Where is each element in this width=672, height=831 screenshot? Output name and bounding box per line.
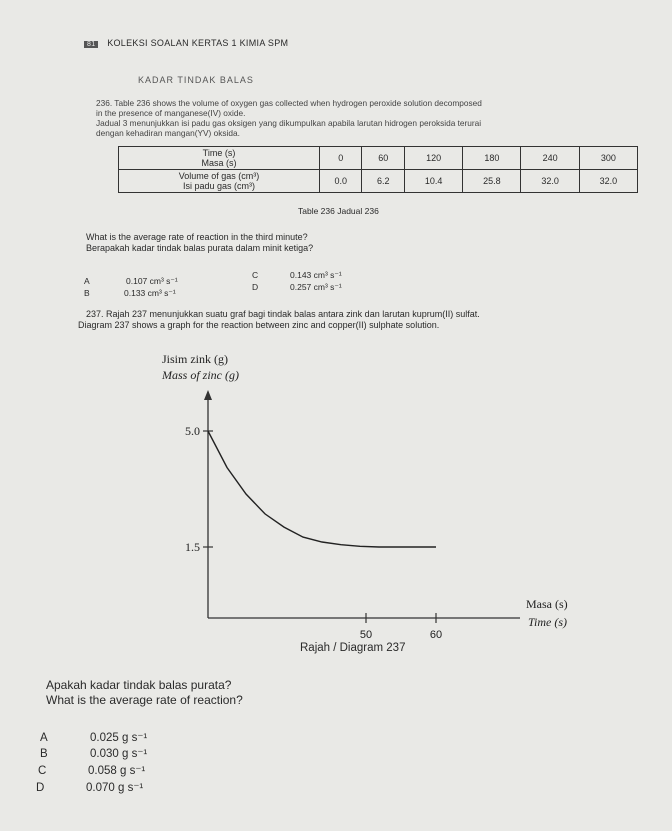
time-cell: 240 — [521, 147, 579, 170]
volume-cell: 10.4 — [404, 170, 462, 193]
y-tick-label: 5.0 — [185, 424, 200, 438]
time-label-en: Time (s) — [202, 148, 236, 158]
time-cell: 120 — [404, 147, 462, 170]
q236-question-en: What is the average rate of reaction in the third minute? — [86, 232, 308, 242]
q236-option-c — [252, 270, 342, 281]
q236-line3: Jadual 3 menunjukkan isi padu gas oksigen yang dikumpulkan apabila larutan hidrogen peroksida terurai — [96, 118, 482, 128]
q236-option-b — [84, 288, 176, 299]
q237-line1: 237. Rajah 237 menunjukkan suatu graf bagi tindak balas antara zink dan larutan kuprum(II) sulfat. — [86, 309, 480, 319]
table-row — [119, 170, 638, 193]
volume-cell: 32.0 — [521, 170, 579, 193]
table-row — [119, 147, 638, 170]
volume-cell: 6.2 — [362, 170, 404, 193]
x-axis-label-ms: Masa (s) — [526, 597, 568, 611]
time-cell: 300 — [579, 147, 637, 170]
q236-line4: dengan kehadiran mangan(YV) oksida. — [96, 128, 240, 138]
q236-line2: in the presence of manganese(IV) oxide. — [96, 108, 246, 118]
zinc-mass-chart — [140, 340, 600, 660]
y-axis-label-ms: Jisim zink (g) — [162, 352, 228, 366]
option-text: 0.025 g s⁻¹ — [90, 732, 148, 744]
time-label-cell — [119, 147, 320, 170]
option-text: 0.257 cm³ s⁻¹ — [290, 282, 342, 292]
option-text: 0.070 g s⁻¹ — [86, 782, 144, 794]
option-text: 0.030 g s⁻¹ — [90, 748, 148, 760]
option-letter: C — [252, 270, 259, 280]
q236-option-a — [84, 276, 178, 287]
book-title: KOLEKSI SOALAN KERTAS 1 KIMIA SPM — [107, 38, 289, 48]
q236-line1: 236. Table 236 shows the volume of oxygen gas collected when hydrogen peroxide solution decomposed — [96, 98, 482, 108]
q237-question-ms: Apakah kadar tindak balas purata? — [46, 678, 232, 692]
x-tick-label: 50 — [359, 629, 373, 641]
section-title: KADAR TINDAK BALAS — [138, 75, 254, 85]
option-text: 0.143 cm³ s⁻¹ — [290, 270, 342, 280]
time-label-ms: Masa (s) — [201, 158, 237, 168]
option-letter: A — [84, 276, 90, 286]
option-text: 0.107 cm³ s⁻¹ — [126, 276, 178, 286]
time-cell: 180 — [463, 147, 521, 170]
volume-cell: 32.0 — [579, 170, 637, 193]
option-letter: D — [36, 782, 45, 794]
option-letter: D — [252, 282, 259, 292]
y-axis-arrow-icon — [204, 390, 212, 400]
data-curve — [208, 431, 436, 547]
q237-option-b — [40, 746, 147, 760]
q236-option-d — [252, 282, 342, 293]
x-axis-label-en: Time (s) — [528, 615, 567, 629]
volume-label-ms: Isi padu gas (cm³) — [182, 181, 256, 191]
table-caption: Table 236 Jadual 236 — [298, 206, 379, 216]
q237-question-en: What is the average rate of reaction? — [46, 693, 243, 707]
oxygen-volume-table — [118, 146, 638, 193]
y-tick-label: 1.5 — [185, 540, 200, 554]
volume-label-en: Volume of gas (cm³) — [178, 171, 260, 181]
time-cell: 60 — [362, 147, 404, 170]
option-letter: C — [38, 765, 47, 777]
y-axis-label-en: Mass of zinc (g) — [162, 368, 239, 382]
q237-option-a — [40, 730, 147, 744]
q236-question-ms: Berapakah kadar tindak balas purata dalam minit ketiga? — [86, 243, 314, 253]
option-text: 0.133 cm³ s⁻¹ — [124, 288, 176, 298]
chart-svg — [140, 340, 600, 660]
time-cell: 0 — [320, 147, 362, 170]
q237-line2: Diagram 237 shows a graph for the reaction between zinc and copper(II) sulphate solution. — [78, 320, 440, 330]
q237-option-d — [36, 780, 143, 794]
page-header — [84, 38, 288, 48]
volume-label-cell — [119, 170, 320, 193]
option-letter: B — [84, 288, 90, 298]
volume-cell: 0.0 — [320, 170, 362, 193]
diagram-caption: Rajah / Diagram 237 — [300, 642, 406, 654]
option-letter: A — [40, 732, 48, 744]
volume-cell: 25.8 — [463, 170, 521, 193]
q237-option-c — [38, 763, 145, 777]
option-letter: B — [40, 748, 48, 760]
x-tick-label: 60 — [429, 629, 443, 641]
option-text: 0.058 g s⁻¹ — [88, 765, 146, 777]
page-number: 81 — [84, 41, 98, 48]
